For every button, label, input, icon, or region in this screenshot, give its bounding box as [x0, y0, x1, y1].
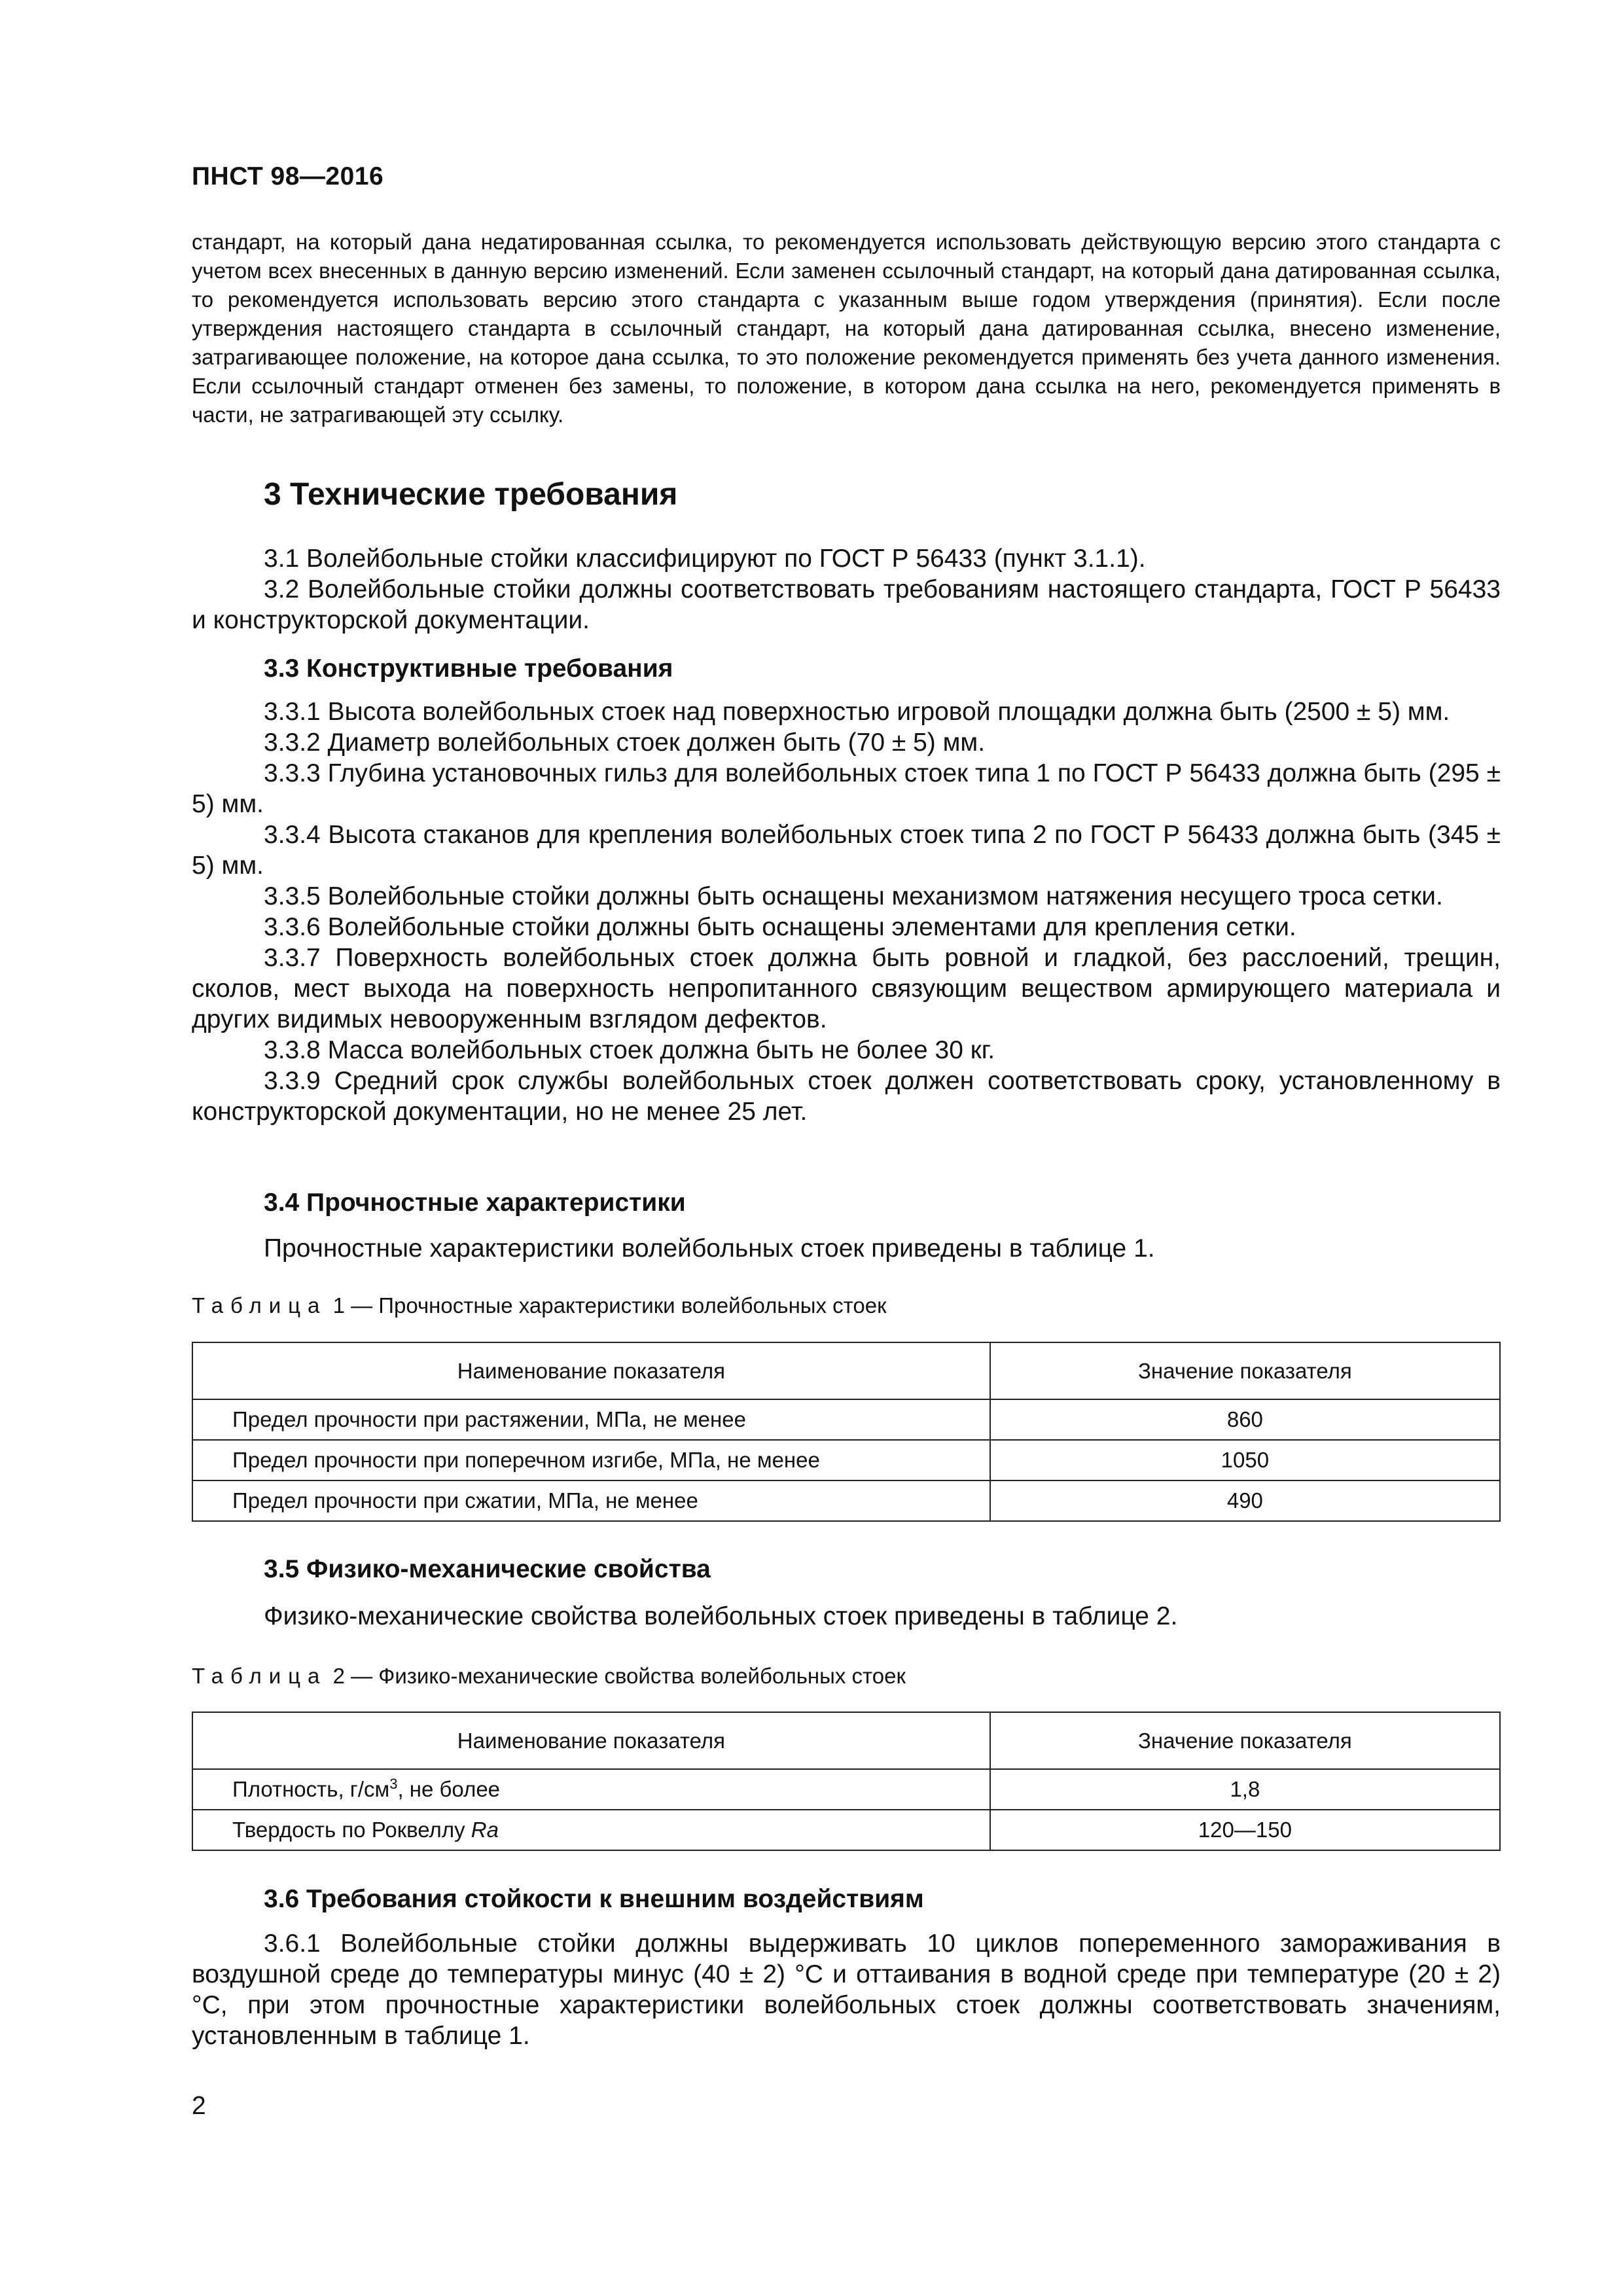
subsection-title-3-3: 3.3 Конструктивные требования	[264, 655, 673, 683]
document-code: ПНСТ 98—2016	[192, 162, 384, 190]
page-number: 2	[192, 2092, 206, 2120]
list-item: 3.3.3 Глубина установочных гильз для волейбольных стоек типа 1 по ГОСТ Р 56433 должна быть (295 ± 5) мм.	[192, 759, 1501, 818]
list-item: 3.3.9 Средний срок службы волейбольных стоек должен соответствовать сроку, установленному в конструкторской документации, но не менее 25 лет.	[192, 1067, 1501, 1126]
section-title: 3 Технические требования	[264, 477, 678, 512]
subsection-title-3-6: 3.6 Требования стойкости к внешним воздействиям	[264, 1885, 924, 1913]
column-header: Наименование показателя	[192, 1712, 990, 1769]
table-cell: Твердость по Роквеллу Ra	[192, 1810, 990, 1850]
column-header: Значение показателя	[990, 1712, 1500, 1769]
table-row	[192, 1440, 1500, 1480]
list-item: 3.3.8 Масса волейбольных стоек должна быть не более 30 кг.	[264, 1036, 995, 1064]
list-item: 3.3.5 Волейбольные стойки должны быть оснащены механизмом натяжения несущего троса сетки.	[264, 882, 1443, 910]
subsection-3-4-text-wrap	[192, 1233, 1501, 1264]
table1-caption: Таблица 1 — Прочностные характеристики волейбольных стоек	[192, 1293, 887, 1318]
table-cell: Предел прочности при растяжении, МПа, не менее	[192, 1399, 990, 1440]
list-item: 3.3.7 Поверхность волейбольных стоек должна быть ровной и гладкой, без расслоений, трещин, сколов, мест выхода на поверхность непропитанного связующим веществом армирующего материала и других видимых невооруженным взглядом дефектов.	[192, 944, 1501, 1033]
table-header-row	[192, 1342, 1500, 1399]
subsection-3-4-text: Прочностные характеристики волейбольных стоек приведены в таблице 1.	[264, 1234, 1155, 1263]
subsection-3-5-text-wrap	[192, 1601, 1501, 1632]
table-cell: 1,8	[990, 1769, 1500, 1810]
paragraph-3-6-1: 3.6.1 Волейбольные стойки должны выдерживать 10 циклов попеременного замораживания в воздушной среде до температуры минус (40 ± 2) °С и оттаивания в водной среде при температуре (20 ± 2) °С, при этом прочностные характеристики волейбольных стоек должны соответствовать значениям, установленным в таблице 1.	[192, 1929, 1501, 2050]
column-header: Значение показателя	[990, 1342, 1500, 1399]
table-row	[192, 1480, 1500, 1521]
table-cell: 490	[990, 1480, 1500, 1521]
subsection-3-5-text: Физико-механические свойства волейбольных стоек приведены в таблице 2.	[264, 1602, 1178, 1630]
table-cell: 1050	[990, 1440, 1500, 1480]
table-row	[192, 1769, 1500, 1810]
column-header: Наименование показателя	[192, 1342, 990, 1399]
table-header-row	[192, 1712, 1500, 1769]
table2-caption: Таблица 2 — Физико-механические свойства волейбольных стоек	[192, 1664, 906, 1688]
list-item: 3.3.1 Высота волейбольных стоек над поверхностью игровой площадки должна быть (2500 ± 5) мм.	[264, 698, 1450, 726]
table-cell: Предел прочности при поперечном изгибе, МПа, не менее	[192, 1440, 990, 1480]
table-cell: 860	[990, 1399, 1500, 1440]
table-row	[192, 1810, 1500, 1850]
table-1	[192, 1342, 1501, 1522]
paragraph-3-2: 3.2 Волейбольные стойки должны соответствовать требованиям настоящего стандарта, ГОСТ Р 56433 и конструкторской документации.	[192, 575, 1501, 634]
table-cell: 120—150	[990, 1810, 1500, 1850]
subsection-title-3-4: 3.4 Прочностные характеристики	[264, 1189, 686, 1217]
list-item: 3.3.2 Диаметр волейбольных стоек должен быть (70 ± 5) мм.	[264, 728, 986, 757]
table-cell: Плотность, $г/см^3$, не более	[192, 1769, 990, 1810]
intro-paragraph: стандарт, на который дана недатированная ссылка, то рекомендуется использовать действующую версию этого стандарта с учетом всех внесенных в данную версию изменений. Если заменен ссылочный стандарт, на который дана датированная ссылка, то рекомендуется использовать версию этого стандарта с указанным выше годом утверждения (принятия). Если после утверждения настоящего стандарта в ссылочный стандарт, на который дана датированная ссылка, внесено изменение, затрагивающее положение, на которое дана ссылка, то это положение рекомендуется применять без учета данного изменения. Если ссылочный стандарт отменен без замены, то положение, в котором дана ссылка на него, рекомендуется применять в части, не затрагивающей эту ссылку.	[192, 230, 1501, 427]
section3-paragraphs	[192, 543, 1501, 636]
list-item: 3.3.4 Высота стаканов для крепления волейбольных стоек типа 2 по ГОСТ Р 56433 должна быть (345 ± 5) мм.	[192, 821, 1501, 880]
subsection-title-3-5: 3.5 Физико-механические свойства	[264, 1555, 711, 1583]
subsection-3-3-list	[192, 696, 1501, 1127]
list-item: 3.3.6 Волейбольные стойки должны быть оснащены элементами для крепления сетки.	[264, 913, 1296, 941]
subsection-3-6-text-wrap	[192, 1928, 1501, 2051]
table-cell: Предел прочности при сжатии, МПа, не менее	[192, 1480, 990, 1521]
table-row	[192, 1399, 1500, 1440]
paragraph-3-1: 3.1 Волейбольные стойки классифицируют по ГОСТ Р 56433 (пункт 3.1.1).	[264, 545, 1146, 573]
table-2	[192, 1712, 1501, 1851]
